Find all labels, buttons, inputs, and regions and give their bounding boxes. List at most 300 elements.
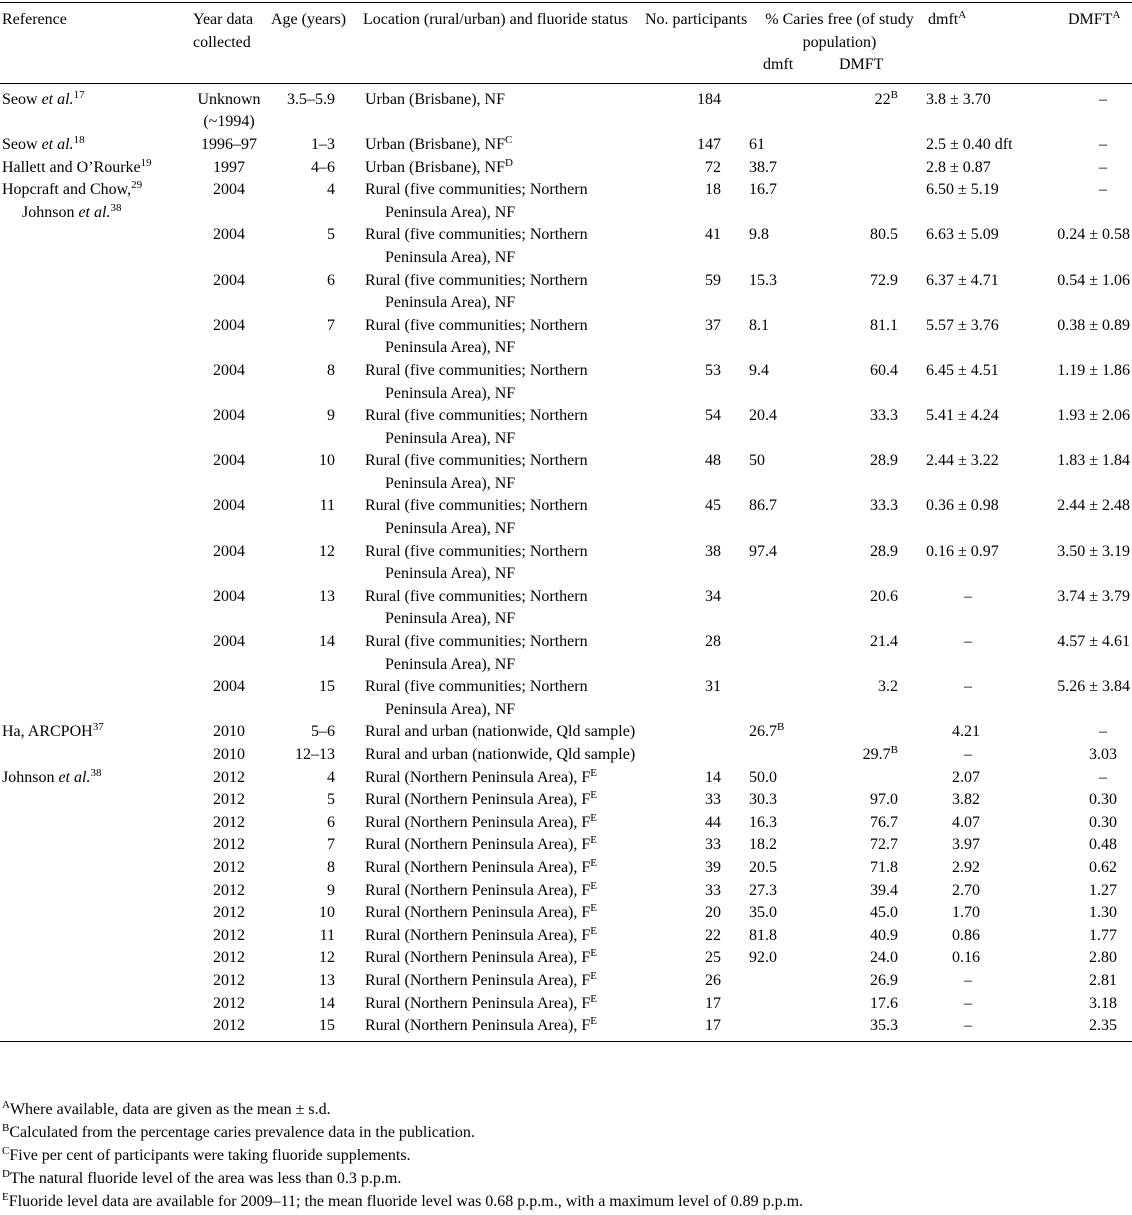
caries-dmft-value: 97.4 — [749, 542, 777, 560]
cell-reference — [0, 270, 193, 315]
cell-caries-DMFT — [827, 812, 916, 835]
age-value: 13 — [319, 587, 335, 605]
location-text — [365, 179, 643, 224]
cell-caries-dmft — [749, 134, 827, 157]
cell-DMFT — [1038, 970, 1132, 993]
reference-text — [2, 721, 193, 744]
participants-value: 25 — [705, 949, 721, 967]
cell-caries-dmft — [749, 947, 827, 970]
reference-author: Seow — [2, 135, 38, 153]
table-header — [0, 3, 1132, 84]
dmft-value: 0.16 — [952, 949, 980, 967]
cell-age — [265, 676, 349, 721]
cell-location — [349, 1015, 643, 1041]
caries-DMFT-footnote-mark: B — [890, 88, 898, 101]
table-row — [0, 450, 1132, 495]
cell-dmft — [916, 744, 1038, 767]
location-value: Rural (Northern Peninsula Area), F — [365, 858, 591, 876]
location-text — [365, 450, 643, 495]
location-text — [365, 586, 643, 631]
location-footnote-mark: E — [590, 766, 598, 779]
cell-age — [265, 134, 349, 157]
participants-value: 41 — [705, 226, 721, 244]
header-participants: No. participants — [643, 3, 749, 55]
cell-location — [349, 970, 643, 993]
location-value: Rural (five communities; Northern Peninsula Area), NF — [365, 361, 588, 402]
cell-year — [193, 179, 265, 224]
cell-participants — [643, 789, 749, 812]
table-row — [0, 721, 1132, 744]
caries-dmft-value: 26.7 — [749, 723, 777, 741]
cell-caries-DMFT — [827, 586, 916, 631]
location-footnote-mark: E — [590, 834, 598, 847]
cell-year — [193, 270, 265, 315]
cell-DMFT — [1038, 676, 1132, 721]
cell-dmft — [916, 834, 1038, 857]
age-value: 14 — [319, 633, 335, 651]
participants-value: 17 — [705, 994, 721, 1012]
cell-age — [265, 83, 349, 134]
DMFT-value: 0.38 ± 0.89 — [1057, 316, 1130, 334]
caries-DMFT-value: 45.0 — [870, 904, 898, 922]
reference-etal: et al. — [41, 90, 74, 108]
participants-value: 37 — [705, 316, 721, 334]
footnote-text: The natural fluoride level of the area was less than 0.3 p.p.m. — [9, 1170, 402, 1187]
location-value: Rural (Northern Peninsula Area), F — [365, 971, 591, 989]
header-caries-free: % Caries free (of study population) — [749, 3, 916, 55]
cell-reference — [0, 541, 193, 586]
age-value: 8 — [327, 361, 335, 379]
cell-caries-DMFT — [827, 405, 916, 450]
cell-reference — [0, 179, 193, 224]
year-value: 2004 — [213, 181, 245, 199]
cell-DMFT — [1038, 360, 1132, 405]
caries-dmft-value: 50 — [749, 452, 765, 470]
cell-participants — [643, 834, 749, 857]
table-row — [0, 947, 1132, 970]
cell-caries-DMFT — [827, 676, 916, 721]
cell-location — [349, 179, 643, 224]
location-text — [365, 541, 643, 586]
cell-location — [349, 315, 643, 360]
cell-caries-DMFT — [827, 857, 916, 880]
caries-table — [0, 2, 1132, 1042]
footnote-mark: C — [2, 1145, 10, 1157]
cell-caries-DMFT — [827, 495, 916, 540]
location-text — [365, 925, 643, 948]
participants-value: 26 — [705, 971, 721, 989]
dmft-value: 2.8 ± 0.87 — [926, 158, 991, 176]
cell-caries-DMFT — [827, 270, 916, 315]
DMFT-value: 0.48 — [1089, 836, 1117, 854]
DMFT-value: 5.26 ± 3.84 — [1057, 678, 1130, 696]
cell-participants — [643, 902, 749, 925]
year-value: 2012 — [213, 881, 245, 899]
year-value: 2010 — [213, 746, 245, 763]
cell-dmft — [916, 541, 1038, 586]
location-text — [365, 224, 643, 269]
age-value: 11 — [319, 497, 335, 515]
cell-dmft — [916, 270, 1038, 315]
cell-caries-dmft — [749, 676, 827, 721]
cell-reference — [0, 586, 193, 631]
location-text — [365, 902, 643, 925]
cell-reference — [0, 925, 193, 948]
cell-age — [265, 315, 349, 360]
participants-value: 28 — [705, 633, 721, 651]
caries-dmft-value: 35.0 — [749, 904, 777, 922]
cell-dmft — [916, 83, 1038, 134]
participants-value: 53 — [705, 361, 721, 379]
cell-year — [193, 450, 265, 495]
table-row — [0, 360, 1132, 405]
cell-caries-dmft — [749, 315, 827, 360]
cell-reference — [0, 721, 193, 744]
cell-caries-dmft — [749, 880, 827, 903]
header-location: Location (rural/urban) and fluoride status — [349, 3, 643, 55]
cell-year — [193, 970, 265, 993]
caries-DMFT-value: 3.2 — [878, 678, 898, 696]
cell-age — [265, 721, 349, 744]
dmft-value: 2.07 — [952, 768, 980, 786]
location-text — [365, 134, 643, 157]
year-value: 2004 — [213, 678, 245, 696]
participants-value: 38 — [705, 542, 721, 560]
footnote — [2, 1098, 803, 1121]
cell-age — [265, 586, 349, 631]
DMFT-value: 0.24 ± 0.58 — [1057, 226, 1130, 244]
cell-DMFT — [1038, 857, 1132, 880]
cell-year — [193, 405, 265, 450]
age-value: 5 — [327, 226, 335, 244]
cell-reference — [0, 157, 193, 180]
age-value: 6 — [327, 813, 335, 831]
age-value: 4 — [327, 181, 335, 199]
table-row — [0, 1015, 1132, 1041]
DMFT-value: 2.81 — [1089, 971, 1117, 989]
age-value: 12 — [319, 949, 335, 967]
age-value: 7 — [327, 316, 335, 334]
dmft-value: 0.86 — [952, 926, 980, 944]
participants-value: 18 — [705, 181, 721, 199]
participants-value: 33 — [705, 881, 721, 899]
dmft-value: – — [964, 1017, 972, 1035]
header-DMFT-label: DMFT — [1068, 11, 1113, 28]
reference-text — [2, 89, 193, 112]
age-value: 4 — [327, 768, 335, 786]
cell-caries-DMFT — [827, 1015, 916, 1041]
age-value: 4–6 — [311, 158, 335, 176]
reference-text — [2, 134, 193, 157]
year-value: 2004 — [213, 497, 245, 515]
year-value: 2012 — [213, 971, 245, 989]
table-row — [0, 631, 1132, 676]
cell-location — [349, 405, 643, 450]
cell-reference — [0, 993, 193, 1016]
cell-year — [193, 721, 265, 744]
location-value: Rural (five communities; Northern Peninsula Area), NF — [365, 587, 588, 628]
cell-participants — [643, 360, 749, 405]
location-text — [365, 157, 643, 180]
dmft-value: 2.5 ± 0.40 dft — [926, 135, 1013, 153]
reference-author: Johnson — [2, 768, 55, 786]
cell-reference — [0, 767, 193, 790]
cell-participants — [643, 270, 749, 315]
location-value: Rural (Northern Peninsula Area), F — [365, 836, 591, 854]
dmft-value: 6.45 ± 4.51 — [926, 361, 999, 379]
participants-value: 45 — [705, 497, 721, 515]
cell-DMFT — [1038, 947, 1132, 970]
cell-dmft — [916, 631, 1038, 676]
cell-caries-DMFT — [827, 947, 916, 970]
cell-participants — [643, 1015, 749, 1041]
cell-location — [349, 947, 643, 970]
caries-dmft-value: 38.7 — [749, 158, 777, 176]
age-value: 11 — [319, 926, 335, 944]
cell-caries-DMFT — [827, 134, 916, 157]
table-row — [0, 157, 1132, 180]
age-value: 5–6 — [311, 723, 335, 741]
caries-dmft-value: 20.5 — [749, 858, 777, 876]
location-footnote-mark: E — [590, 902, 598, 915]
cell-location — [349, 83, 643, 134]
year-value: 2012 — [213, 836, 245, 854]
cell-age — [265, 902, 349, 925]
cell-age — [265, 1015, 349, 1041]
location-value: Rural and urban (nationwide, Qld sample) — [365, 746, 636, 763]
cell-age — [265, 880, 349, 903]
table-row — [0, 83, 1132, 134]
caries-DMFT-value: 76.7 — [870, 813, 898, 831]
caries-dmft-value: 9.4 — [749, 361, 769, 379]
dmft-value: – — [964, 633, 972, 651]
caries-DMFT-value: 97.0 — [870, 791, 898, 809]
table-row — [0, 179, 1132, 224]
location-text — [365, 1015, 643, 1038]
location-footnote-mark: C — [504, 133, 513, 146]
dmft-value: – — [964, 678, 972, 696]
age-value: 9 — [327, 881, 335, 899]
location-text — [365, 767, 643, 790]
location-text — [365, 89, 643, 112]
DMFT-value: 2.80 — [1089, 949, 1117, 967]
location-text — [365, 857, 643, 880]
cell-year — [193, 495, 265, 540]
location-text — [365, 315, 643, 360]
cell-caries-DMFT — [827, 925, 916, 948]
age-value: 13 — [319, 971, 335, 989]
cell-DMFT — [1038, 812, 1132, 835]
cell-location — [349, 767, 643, 790]
table-row — [0, 970, 1132, 993]
DMFT-value: – — [1099, 135, 1107, 153]
footnote — [2, 1167, 803, 1190]
cell-year — [193, 676, 265, 721]
cell-DMFT — [1038, 83, 1132, 134]
table-row — [0, 880, 1132, 903]
dmft-value: 1.70 — [952, 904, 980, 922]
DMFT-value: 1.83 ± 1.84 — [1057, 452, 1130, 470]
cell-age — [265, 834, 349, 857]
cell-reference — [0, 360, 193, 405]
location-value: Rural (five communities; Northern Peninsula Area), NF — [365, 407, 588, 447]
reference-citation: 38 — [90, 766, 102, 779]
cell-dmft — [916, 134, 1038, 157]
location-value: Rural and urban (nationwide, Qld sample) — [365, 723, 636, 741]
cell-location — [349, 902, 643, 925]
location-value: Rural (Northern Peninsula Area), F — [365, 1017, 591, 1035]
location-text — [365, 631, 643, 676]
caries-DMFT-value: 28.9 — [870, 542, 898, 560]
caries-DMFT-value: 22 — [874, 90, 891, 108]
cell-year — [193, 360, 265, 405]
location-value: Rural (five communities; Northern Peninsula Area), NF — [365, 678, 588, 718]
table-row — [0, 270, 1132, 315]
caries-DMFT-value: 40.9 — [870, 926, 898, 944]
location-value: Rural (Northern Peninsula Area), F — [365, 926, 591, 944]
dmft-value: – — [964, 994, 972, 1012]
DMFT-value: – — [1099, 768, 1107, 786]
cell-caries-DMFT — [827, 83, 916, 134]
year-value: Unknown (~1994) — [197, 90, 261, 131]
year-value: 2004 — [213, 587, 245, 605]
cell-DMFT — [1038, 450, 1132, 495]
cell-location — [349, 744, 643, 767]
cell-location — [349, 925, 643, 948]
cell-dmft — [916, 993, 1038, 1016]
cell-caries-dmft — [749, 179, 827, 224]
age-value: 15 — [319, 1017, 335, 1035]
caries-dmft-value: 61 — [749, 135, 765, 153]
year-value: 2004 — [213, 226, 245, 244]
age-value: 14 — [319, 994, 335, 1012]
location-value: Rural (Northern Peninsula Area), F — [365, 994, 591, 1012]
table-row — [0, 834, 1132, 857]
cell-caries-DMFT — [827, 179, 916, 224]
cell-reference — [0, 789, 193, 812]
location-value: Rural (five communities; Northern Peninsula Area), NF — [365, 452, 588, 492]
DMFT-value: 1.30 — [1089, 904, 1117, 922]
cell-caries-DMFT — [827, 834, 916, 857]
dmft-value: 0.36 ± 0.98 — [926, 497, 999, 515]
participants-value: 34 — [705, 587, 721, 605]
table-row — [0, 857, 1132, 880]
location-text — [365, 405, 643, 450]
cell-dmft — [916, 812, 1038, 835]
cell-participants — [643, 880, 749, 903]
age-value: 6 — [327, 271, 335, 289]
caries-DMFT-value: 81.1 — [870, 316, 898, 334]
table-row — [0, 767, 1132, 790]
cell-reference — [0, 450, 193, 495]
cell-dmft — [916, 450, 1038, 495]
year-value: 2004 — [213, 452, 245, 470]
cell-year — [193, 789, 265, 812]
cell-age — [265, 767, 349, 790]
location-text — [365, 834, 643, 857]
participants-value: 33 — [705, 791, 721, 809]
table-body — [0, 83, 1132, 1041]
year-value: 2012 — [213, 858, 245, 876]
caries-DMFT-value: 71.8 — [870, 858, 898, 876]
caries-DMFT-value: 72.7 — [870, 836, 898, 854]
cell-participants — [643, 134, 749, 157]
caries-DMFT-value: 26.9 — [870, 971, 898, 989]
year-value: 2004 — [213, 407, 245, 425]
caries-DMFT-value: 33.3 — [870, 497, 898, 515]
footnote-mark: B — [2, 1122, 10, 1134]
caries-dmft-value: 16.3 — [749, 813, 777, 831]
cell-dmft — [916, 721, 1038, 744]
caries-DMFT-value: 33.3 — [870, 407, 898, 425]
cell-DMFT — [1038, 315, 1132, 360]
location-value: Rural (Northern Peninsula Area), F — [365, 768, 591, 786]
caries-dmft-value: 20.4 — [749, 407, 777, 425]
caries-dmft-value: 92.0 — [749, 949, 777, 967]
cell-DMFT — [1038, 495, 1132, 540]
age-value: 12 — [319, 542, 335, 560]
cell-DMFT — [1038, 721, 1132, 744]
cell-dmft — [916, 179, 1038, 224]
cell-DMFT — [1038, 541, 1132, 586]
cell-year — [193, 880, 265, 903]
cell-DMFT — [1038, 631, 1132, 676]
cell-dmft — [916, 902, 1038, 925]
DMFT-value: 3.74 ± 3.79 — [1057, 587, 1130, 605]
cell-location — [349, 495, 643, 540]
location-text — [365, 721, 643, 744]
table-row — [0, 993, 1132, 1016]
cell-location — [349, 360, 643, 405]
dmft-value: 5.57 ± 3.76 — [926, 316, 999, 334]
cell-caries-DMFT — [827, 970, 916, 993]
cell-reference — [0, 744, 193, 767]
cell-DMFT — [1038, 405, 1132, 450]
location-value: Urban (Brisbane), NF — [365, 158, 505, 176]
age-value: 10 — [319, 904, 335, 922]
location-text — [365, 270, 643, 315]
cell-caries-dmft — [749, 767, 827, 790]
caries-DMFT-value: 60.4 — [870, 361, 898, 379]
cell-DMFT — [1038, 880, 1132, 903]
caries-dmft-value: 27.3 — [749, 881, 777, 899]
cell-participants — [643, 721, 749, 744]
cell-participants — [643, 405, 749, 450]
cell-age — [265, 270, 349, 315]
cell-participants — [643, 541, 749, 586]
reference-author-2: Johnson — [22, 203, 75, 221]
cell-age — [265, 789, 349, 812]
reference-etal: et al. — [41, 135, 74, 153]
cell-caries-DMFT — [827, 789, 916, 812]
location-value: Rural (Northern Peninsula Area), F — [365, 881, 591, 899]
caries-DMFT-value: 28.9 — [870, 452, 898, 470]
cell-location — [349, 812, 643, 835]
DMFT-value: 3.50 ± 3.19 — [1057, 542, 1130, 560]
cell-caries-dmft — [749, 270, 827, 315]
location-text — [365, 993, 643, 1016]
location-text — [365, 495, 643, 540]
cell-reference — [0, 902, 193, 925]
cell-participants — [643, 812, 749, 835]
cell-caries-DMFT — [827, 880, 916, 903]
reference-etal: et al. — [58, 768, 91, 786]
participants-value: 184 — [697, 90, 721, 108]
dmft-value: 6.37 ± 4.71 — [926, 271, 999, 289]
DMFT-value: – — [1099, 158, 1107, 176]
table-row — [0, 224, 1132, 269]
cell-caries-DMFT — [827, 450, 916, 495]
